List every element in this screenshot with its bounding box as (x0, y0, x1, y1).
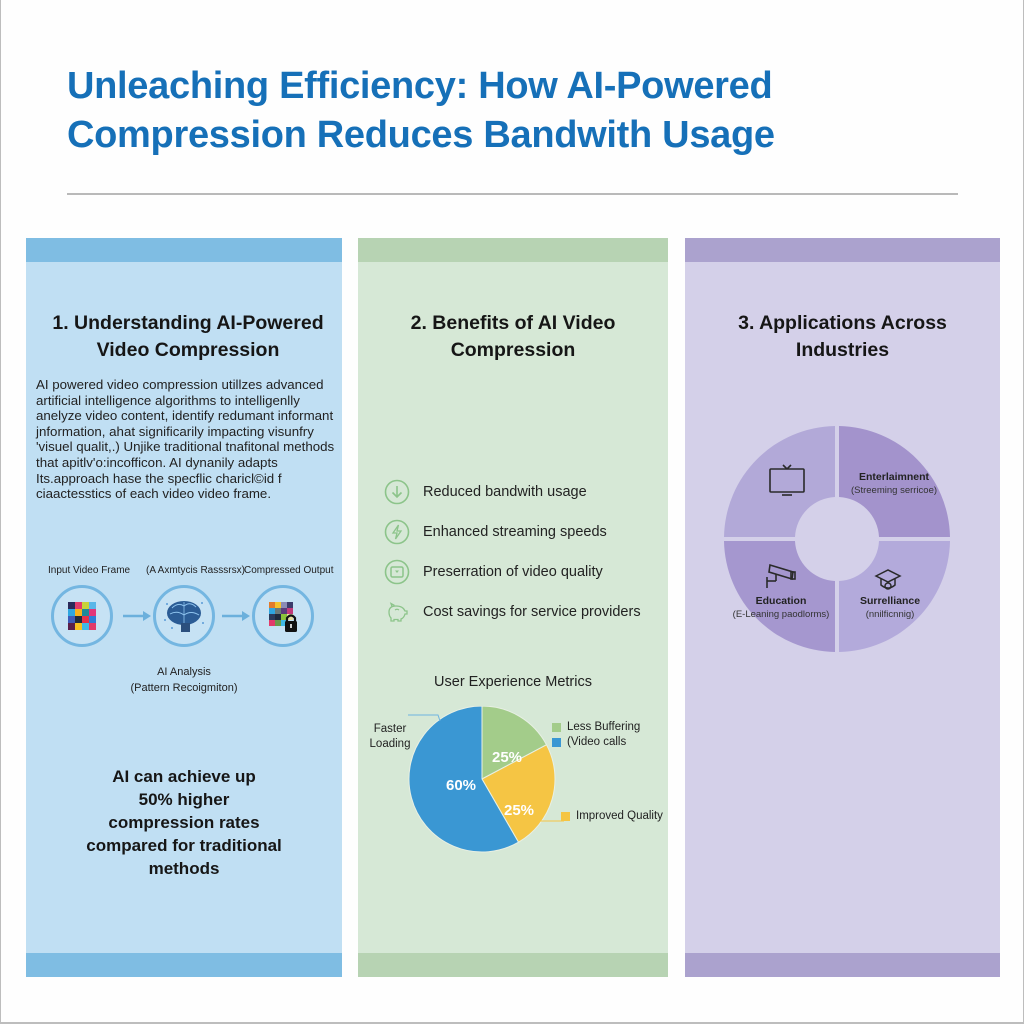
column-title-line: Industries (795, 339, 890, 361)
benefit-label: Enhanced streaming speeds (423, 524, 607, 540)
column-top-band (685, 238, 1000, 262)
locked-pixel-grid-icon (265, 598, 301, 634)
ai-analysis-circle (153, 585, 215, 647)
caption-line: AI Analysis (157, 666, 211, 678)
column-title-line: Video Compression (96, 339, 280, 361)
column-top-band (26, 238, 342, 262)
benefit-item (384, 512, 641, 552)
brain-icon (162, 596, 206, 636)
input-frame-circle (51, 585, 113, 647)
stat-line: compared for traditional (86, 836, 282, 855)
annotation-text: Faster Loading (369, 723, 411, 750)
caption-line: (Pattern Recoigmiton) (130, 682, 238, 694)
benefit-item (384, 552, 641, 592)
stat-line: AI can achieve up (112, 767, 256, 786)
pie-value-label: 25% (504, 802, 535, 819)
column-top-band (358, 238, 668, 262)
pie-value-label: 60% (446, 777, 477, 794)
column-bottom-band (685, 953, 1000, 977)
stat-line: methods (148, 859, 220, 878)
column-title (26, 310, 342, 364)
arrow-right-icon (222, 611, 250, 621)
flow-label-output: Compressed Output (244, 565, 334, 576)
compressed-output-circle (252, 585, 314, 647)
benefit-item (384, 592, 641, 632)
title-line-1: Unleaching Efficiency: How AI-Powered (67, 65, 773, 107)
piggy-bank-icon (384, 599, 410, 625)
faster-loading-label (366, 722, 414, 752)
surveillance-label (835, 595, 945, 620)
legend-label: (Video calls (567, 736, 627, 748)
column-title-line: 3. Applications Across (738, 312, 947, 334)
column-applications (685, 238, 1000, 977)
legend-label: Less Buffering (567, 721, 641, 733)
column-title-line: 2. Benefits of AI Video (410, 312, 616, 334)
download-arrow-icon (384, 479, 410, 505)
segment-title: Surrelliance (859, 595, 921, 607)
education-label (726, 595, 836, 620)
segment-subtitle: (Streeming serricoe) (850, 485, 938, 496)
legend-swatch (552, 723, 561, 732)
leader-line (524, 818, 564, 824)
column-title-line: Compression (450, 339, 576, 361)
benefit-label: Reduced bandwith usage (423, 484, 587, 500)
compression-stat (26, 765, 342, 880)
benefit-label: Cost savings for service providers (423, 604, 641, 620)
page-title (67, 62, 967, 160)
column-understanding (26, 238, 342, 977)
column-title-line: 1. Understanding AI-Powered (52, 312, 324, 334)
segment-title: Enterlaimnent (858, 471, 929, 483)
ai-analysis-caption (26, 664, 342, 696)
lightning-icon (384, 519, 410, 545)
legend-item-improved-quality (561, 810, 663, 822)
column-bottom-band (26, 953, 342, 977)
column-title (685, 310, 1000, 364)
video-screen-icon (384, 559, 410, 585)
title-divider (67, 193, 958, 195)
legend-item-less-buffering (552, 721, 640, 733)
pixel-grid-icon (68, 602, 96, 630)
legend-swatch (552, 738, 561, 747)
benefit-label: Preserration of video quality (423, 564, 603, 580)
user-experience-pie-chart (406, 706, 566, 866)
benefit-item (384, 472, 641, 512)
chart-title: User Experience Metrics (434, 674, 592, 690)
segment-title: Education (755, 595, 807, 607)
column-title (358, 310, 668, 364)
legend-item-video-calls (552, 736, 626, 748)
leader-line (408, 714, 448, 722)
column-bottom-band (358, 953, 668, 977)
pie-value-label: 25% (492, 749, 523, 766)
benefits-list (384, 472, 641, 632)
stat-line: compression rates (108, 813, 260, 832)
segment-tv (724, 426, 835, 537)
entertainment-label (839, 471, 949, 496)
title-line-2: Compression Reduces Bandwith Usage (67, 114, 775, 156)
flow-label-analysis: (A Axmtycis Rasssrsx) (146, 565, 245, 576)
description-paragraph: AI powered video compression utillzes advanced artificial intelligence algorithms to intelligenlly anelyze video content, identify redumant informant jnformation, ahat significarily impacting visunfry 'visuel qualit,.) Unjike traditional tnafitonal methods that apitlv'o:incofficon. AI dynanily adapts Its.approach hase the specflic charicl©id f ciaactesstics of each video video frame. (36, 377, 335, 502)
legend-swatch (561, 812, 570, 821)
flow-label-input: Input Video Frame (48, 565, 131, 576)
applications-donut (722, 425, 952, 655)
stat-line: 50% higher (138, 790, 230, 809)
segment-subtitle: (E-Leaning paodlorms) (732, 609, 830, 620)
column-benefits (358, 238, 668, 977)
legend-label: Improved Quality (576, 810, 663, 822)
arrow-right-icon (123, 611, 151, 621)
segment-subtitle: (nnilficnnig) (865, 609, 915, 620)
